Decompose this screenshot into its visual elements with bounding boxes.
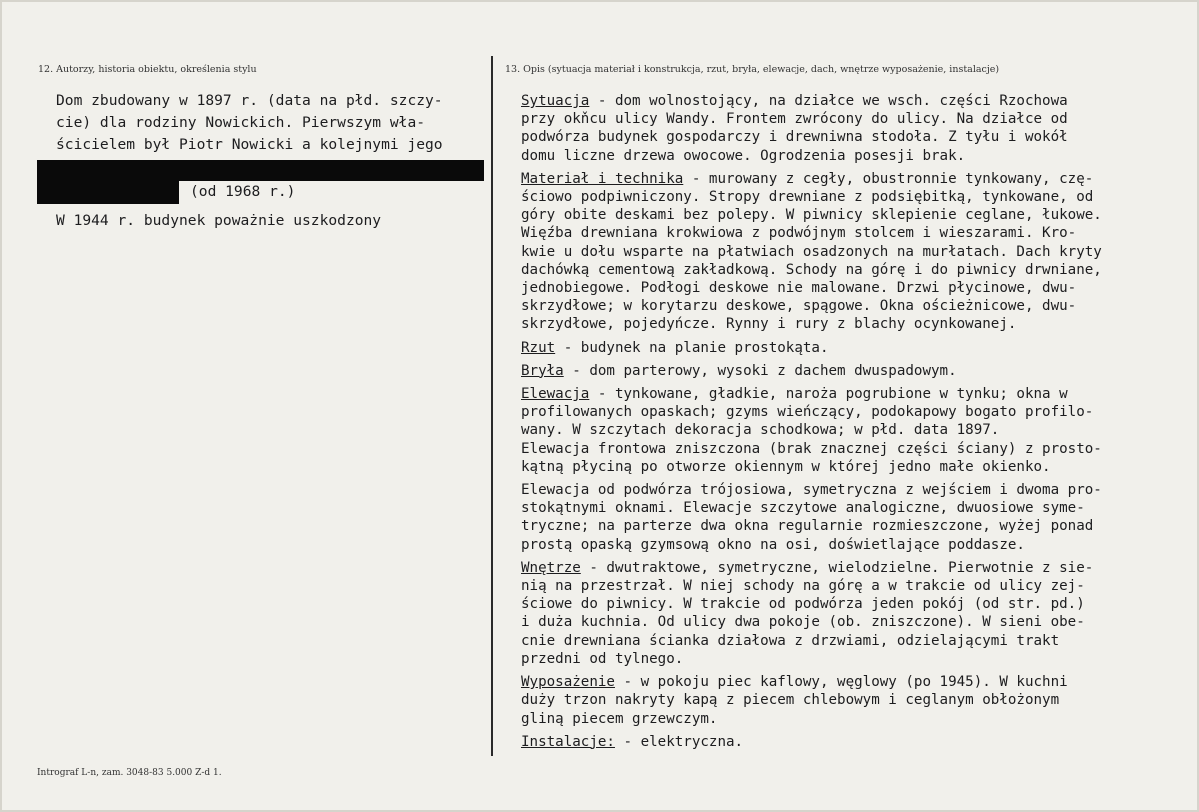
description-line: nią na przestrzał. W niej schody na górę a w trakcie od ulicy zej- bbox=[521, 578, 1085, 595]
history-text bbox=[56, 90, 486, 155]
paragraph-first-line: - dwutraktowe, symetryczne, wielodzielne. Pierwotnie z sie- bbox=[580, 559, 1094, 576]
paragraph-heading: Sytuacja bbox=[521, 93, 590, 109]
paragraph-first-line: - murowany z cegły, obustronnie tynkowany, czę- bbox=[683, 170, 1094, 187]
description-line: domu liczne drzewa owocowe. Ogrodzenia posesji brak. bbox=[521, 147, 966, 164]
description-line bbox=[521, 559, 1191, 577]
description-line: cnie drewniana ścianka działowa z drzwiami, odzielającymi trakt bbox=[521, 632, 1060, 649]
paragraph-heading: Wnętrze bbox=[521, 559, 581, 576]
history-damage-note: W 1944 r. budynek poważnie uszkodzony bbox=[56, 212, 382, 229]
description-line bbox=[521, 170, 1191, 188]
section-12-heading: 12. Autorzy, historia obiektu, określenia stylu bbox=[38, 64, 257, 75]
history-since: (od 1968 r.) bbox=[190, 183, 296, 200]
description-line: prostą opaską gzymsową okno na osi, doświetlające poddasze. bbox=[521, 536, 1025, 553]
redaction-bar bbox=[37, 181, 179, 204]
description-line: gliną piecem grzewczym. bbox=[521, 710, 718, 727]
history-line: ścicielem był Piotr Nowicki a kolejnymi jego bbox=[56, 135, 443, 153]
column-divider bbox=[491, 56, 493, 756]
history-line: cie) dla rodziny Nowickich. Pierwszym wła- bbox=[56, 113, 426, 131]
description-line: ściowe do piwnicy. W trakcie od podwórza jeden pokój (od str. pd.) bbox=[521, 596, 1085, 613]
paragraph-heading: Materiał i technika bbox=[521, 170, 684, 187]
description-line: skrzydłowe, pojedyńcze. Rynny i rury z blachy ocynkowanej. bbox=[521, 316, 1017, 333]
description-line: stokątnymi oknami. Elewacje szczytowe analogiczne, dwuosiowe syme- bbox=[521, 500, 1085, 517]
description-line: skrzydłowe; w korytarzu deskowe, spągowe. Okna ościeżnicowe, dwu- bbox=[521, 298, 1077, 315]
paragraph-first-line: - budynek na planie prostokąta. bbox=[555, 339, 829, 356]
paragraph-heading: Instalacje: bbox=[521, 733, 615, 750]
description-line: tryczne; na parterze dwa okna regularnie rozmieszczone, wyżej ponad bbox=[521, 518, 1094, 535]
paragraph-heading: Rzut bbox=[521, 339, 556, 356]
description-line: góry obite deskami bez polepy. W piwnicy sklepienie ceglane, łukowe. bbox=[521, 207, 1102, 224]
description-line: jednobiegowe. Podłogi deskowe nie malowane. Drzwi płycinowe, dwu- bbox=[521, 280, 1077, 297]
description-paragraph bbox=[521, 92, 1191, 165]
description-line: ściowo podpiwniczony. Stropy drewniane z podsiębitką, tynkowane, od bbox=[521, 189, 1094, 206]
description-paragraph bbox=[521, 170, 1191, 334]
description-line: kątną płyciną po otworze okiennym w której jedno małe okienko. bbox=[521, 458, 1051, 475]
description-line: przedni od tylnego. bbox=[521, 650, 684, 667]
description-paragraph bbox=[521, 385, 1191, 476]
description-line bbox=[521, 481, 1191, 499]
description-line bbox=[521, 385, 1191, 403]
description-paragraph bbox=[521, 673, 1191, 728]
description-line bbox=[521, 673, 1191, 691]
paragraph-heading: Elewacja bbox=[521, 386, 590, 403]
description-line bbox=[521, 733, 1191, 751]
description-line: duży trzon nakryty kapą z piecem chlebowym i ceglanym obłożonym bbox=[521, 692, 1060, 709]
description-line: podwórza budynek gospodarczy i drewniwna stodoła. Z tyłu i wokół bbox=[521, 129, 1068, 146]
paragraph-first-line: - tynkowane, gładkie, naroża pogrubione w tynku; okna w bbox=[589, 386, 1068, 403]
paragraph-heading: Wyposażenie bbox=[521, 674, 615, 691]
description-paragraph bbox=[521, 733, 1191, 751]
history-line: Dom zbudowany w 1897 r. (data na płd. szczy- bbox=[56, 92, 443, 109]
description-line: profilowanych opaskach; gzyms wieńczący, podokapowy bogato profilo- bbox=[521, 404, 1094, 421]
paragraph-first-line: - dom wolnostojący, na działce we wsch. części Rzochowa bbox=[589, 93, 1068, 109]
description-paragraph bbox=[521, 362, 1191, 380]
paragraph-first-line: Elewacja od podwórza trójosiowa, symetryczna z wejściem i dwoma pro- bbox=[521, 482, 1102, 499]
description-line bbox=[521, 339, 1191, 357]
description-line bbox=[521, 92, 1191, 110]
description-line: Więźba drewniana krokwiowa z podwójnym stolcem i wieszarami. Kro- bbox=[521, 225, 1077, 242]
description-paragraph bbox=[521, 481, 1191, 554]
redaction-bar bbox=[37, 160, 484, 181]
description-line: Elewacja frontowa zniszczona (brak znacznej części ściany) z prosto- bbox=[521, 440, 1102, 457]
paragraph-heading: Bryła bbox=[521, 362, 564, 379]
description-paragraph bbox=[521, 559, 1191, 668]
paragraph-first-line: - dom parterowy, wysoki z dachem dwuspadowym. bbox=[563, 362, 957, 379]
description-line: i duża kuchnia. Od ulicy dwa pokoje (ob. zniszczone). W sieni obe- bbox=[521, 614, 1085, 631]
printer-imprint: Intrograf L-n, zam. 3048-83 5.000 Z-d 1. bbox=[37, 768, 222, 778]
description-line: dachówką cementową zakładkową. Schody na górę i do piwnicy drwniane, bbox=[521, 261, 1102, 278]
paragraph-first-line: - elektryczna. bbox=[614, 733, 744, 750]
paragraph-first-line: - w pokoju piec kaflowy, węglowy (po 1945). W kuchni bbox=[614, 674, 1068, 691]
description-line: przy okňcu ulicy Wandy. Frontem zwrócony do ulicy. Na działce od bbox=[521, 111, 1068, 128]
description-paragraph bbox=[521, 339, 1191, 357]
description-text bbox=[521, 92, 1191, 756]
section-13-heading: 13. Opis (sytuacja materiał i konstrukcja, rzut, bryła, elewacje, dach, wnętrze wyposażenie, instalacje) bbox=[505, 64, 1000, 75]
description-line bbox=[521, 362, 1191, 380]
description-line: kwie u dołu wsparte na płatwiach osadzonych na murłatach. Dach kryty bbox=[521, 243, 1102, 260]
description-line: wany. W szczytach dekoracja schodkowa; w płd. data 1897. bbox=[521, 422, 1000, 439]
